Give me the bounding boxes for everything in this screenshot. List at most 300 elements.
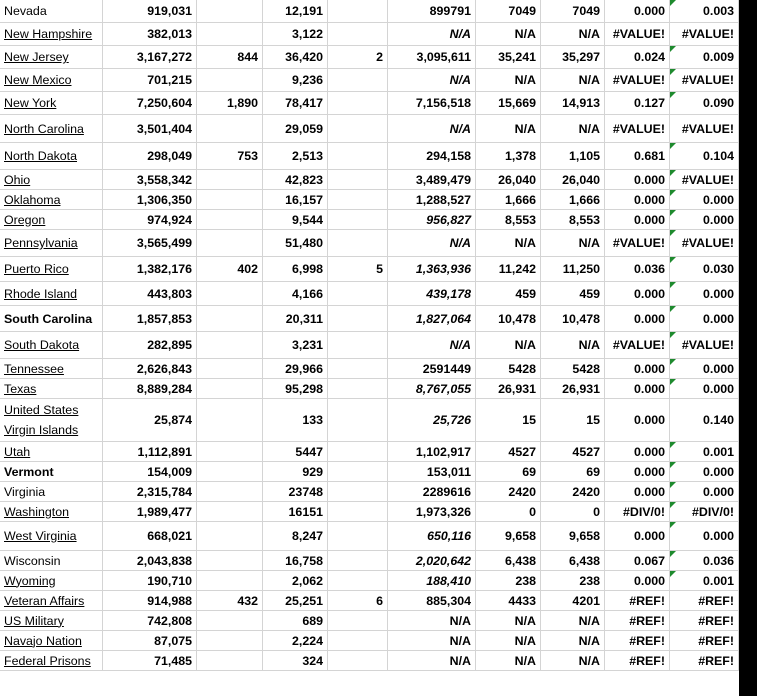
cell-c2[interactable] bbox=[197, 399, 263, 441]
cell-c1[interactable]: 668,021 bbox=[103, 522, 197, 550]
cell-c6[interactable]: N/A bbox=[476, 115, 541, 142]
row-name-cell[interactable]: South Carolina bbox=[0, 306, 103, 331]
cell-c1[interactable]: 1,382,176 bbox=[103, 257, 197, 281]
cell-c8[interactable]: #VALUE! bbox=[605, 69, 670, 91]
table-row bbox=[0, 482, 739, 502]
cell-c8[interactable]: #VALUE! bbox=[605, 230, 670, 256]
cell-c8[interactable]: 0.000 bbox=[605, 522, 670, 550]
cell-c6[interactable]: 35,241 bbox=[476, 46, 541, 68]
cell-c2[interactable] bbox=[197, 282, 263, 305]
cell-c1[interactable]: 154,009 bbox=[103, 462, 197, 481]
cell-c4[interactable] bbox=[328, 399, 388, 441]
cell-c2[interactable] bbox=[197, 359, 263, 378]
row-name-cell[interactable]: Navajo Nation bbox=[0, 631, 103, 650]
cell-c9[interactable]: 0.000 bbox=[670, 359, 739, 378]
table-row bbox=[0, 306, 739, 332]
cell-c7[interactable]: 11,250 bbox=[541, 257, 605, 281]
row-name-cell[interactable]: Oregon bbox=[0, 210, 103, 229]
row-name-cell[interactable]: New Hampshire bbox=[0, 23, 103, 45]
error-indicator-icon bbox=[670, 257, 676, 263]
cell-c1[interactable]: 190,710 bbox=[103, 571, 197, 590]
cell-c9[interactable]: 0.000 bbox=[670, 306, 739, 331]
cell-c3[interactable]: 12,191 bbox=[263, 0, 328, 22]
cell-c1[interactable]: 3,565,499 bbox=[103, 230, 197, 256]
cell-c8[interactable]: #DIV/0! bbox=[605, 502, 670, 521]
cell-c2[interactable] bbox=[197, 379, 263, 398]
cell-c9[interactable]: 0.009 bbox=[670, 46, 739, 68]
cell-c9[interactable]: 0.000 bbox=[670, 282, 739, 305]
cell-c7[interactable]: 35,297 bbox=[541, 46, 605, 68]
cell-c3[interactable]: 4,166 bbox=[263, 282, 328, 305]
row-name-cell[interactable]: Ohio bbox=[0, 170, 103, 189]
cell-c4[interactable] bbox=[328, 651, 388, 670]
cell-c7[interactable]: N/A bbox=[541, 332, 605, 358]
cell-c2[interactable]: 1,890 bbox=[197, 92, 263, 114]
cell-c6[interactable]: 10,478 bbox=[476, 306, 541, 331]
error-indicator-icon bbox=[670, 571, 676, 577]
table-row bbox=[0, 23, 739, 46]
cell-c2[interactable] bbox=[197, 115, 263, 142]
cell-c4[interactable] bbox=[328, 23, 388, 45]
cell-c2[interactable] bbox=[197, 230, 263, 256]
cell-c4[interactable] bbox=[328, 170, 388, 189]
cell-c3[interactable]: 9,236 bbox=[263, 69, 328, 91]
cell-c7[interactable]: 7049 bbox=[541, 0, 605, 22]
error-indicator-icon bbox=[670, 170, 676, 176]
cell-c3[interactable]: 3,231 bbox=[263, 332, 328, 358]
cell-c1[interactable]: 1,112,891 bbox=[103, 442, 197, 461]
cell-c9[interactable]: 0.104 bbox=[670, 143, 739, 169]
cell-c4[interactable] bbox=[328, 502, 388, 521]
cell-c6[interactable]: N/A bbox=[476, 69, 541, 91]
cell-c9[interactable]: #VALUE! bbox=[670, 332, 739, 358]
cell-c6[interactable]: 459 bbox=[476, 282, 541, 305]
cell-c8[interactable]: #VALUE! bbox=[605, 332, 670, 358]
cell-c4[interactable] bbox=[328, 332, 388, 358]
cell-c6[interactable]: 8,553 bbox=[476, 210, 541, 229]
row-name-cell[interactable]: New Jersey bbox=[0, 46, 103, 68]
cell-c2[interactable] bbox=[197, 462, 263, 481]
cell-c6[interactable]: 5428 bbox=[476, 359, 541, 378]
cell-c4[interactable] bbox=[328, 143, 388, 169]
cell-c7[interactable]: 9,658 bbox=[541, 522, 605, 550]
cell-c3[interactable]: 133 bbox=[263, 399, 328, 441]
cell-c1[interactable]: 2,315,784 bbox=[103, 482, 197, 501]
cell-c3[interactable]: 29,059 bbox=[263, 115, 328, 142]
cell-c8[interactable]: 0.000 bbox=[605, 0, 670, 22]
cell-c5[interactable]: 899791 bbox=[388, 0, 476, 22]
cell-c9[interactable]: 0.001 bbox=[670, 442, 739, 461]
cell-c4[interactable]: 2 bbox=[328, 46, 388, 68]
cell-c9[interactable]: 0.000 bbox=[670, 482, 739, 501]
cell-c5[interactable]: 1,973,326 bbox=[388, 502, 476, 521]
cell-c1[interactable]: 282,895 bbox=[103, 332, 197, 358]
cell-c1[interactable]: 1,989,477 bbox=[103, 502, 197, 521]
cell-c6[interactable]: N/A bbox=[476, 23, 541, 45]
cell-c3[interactable]: 16,758 bbox=[263, 551, 328, 570]
cell-c7[interactable]: N/A bbox=[541, 611, 605, 630]
cell-c5[interactable]: 3,095,611 bbox=[388, 46, 476, 68]
cell-c2[interactable]: 432 bbox=[197, 591, 263, 610]
row-name-cell[interactable]: New Mexico bbox=[0, 69, 103, 91]
cell-c3[interactable]: 36,420 bbox=[263, 46, 328, 68]
cell-c5[interactable]: 1,288,527 bbox=[388, 190, 476, 209]
table-row bbox=[0, 442, 739, 462]
row-name-cell[interactable]: Wisconsin bbox=[0, 551, 103, 570]
cell-c6[interactable]: N/A bbox=[476, 611, 541, 630]
cell-c2[interactable] bbox=[197, 332, 263, 358]
cell-c2[interactable] bbox=[197, 522, 263, 550]
cell-c4[interactable] bbox=[328, 611, 388, 630]
row-name-cell[interactable]: Federal Prisons bbox=[0, 651, 103, 670]
row-name-cell[interactable]: Puerto Rico bbox=[0, 257, 103, 281]
cell-c9[interactable]: 0.000 bbox=[670, 190, 739, 209]
cell-c4[interactable] bbox=[328, 631, 388, 650]
cell-c7[interactable]: 4201 bbox=[541, 591, 605, 610]
cell-c7[interactable]: 6,438 bbox=[541, 551, 605, 570]
cell-c5[interactable]: N/A bbox=[388, 23, 476, 45]
row-name-cell[interactable]: Tennessee bbox=[0, 359, 103, 378]
cell-c5[interactable]: 439,178 bbox=[388, 282, 476, 305]
cell-c6[interactable]: 26,931 bbox=[476, 379, 541, 398]
cell-c4[interactable] bbox=[328, 306, 388, 331]
cell-c4[interactable] bbox=[328, 379, 388, 398]
cell-c8[interactable]: 0.000 bbox=[605, 482, 670, 501]
cell-c8[interactable]: #REF! bbox=[605, 631, 670, 650]
cell-c6[interactable]: 1,378 bbox=[476, 143, 541, 169]
cell-c7[interactable]: 69 bbox=[541, 462, 605, 481]
cell-c8[interactable]: 0.067 bbox=[605, 551, 670, 570]
cell-c5[interactable]: 188,410 bbox=[388, 571, 476, 590]
row-name-cell[interactable]: Virginia bbox=[0, 482, 103, 501]
row-name-cell[interactable]: Oklahoma bbox=[0, 190, 103, 209]
cell-c6[interactable]: 0 bbox=[476, 502, 541, 521]
cell-c2[interactable] bbox=[197, 23, 263, 45]
cell-c3[interactable]: 324 bbox=[263, 651, 328, 670]
cell-c6[interactable]: 4433 bbox=[476, 591, 541, 610]
cell-c1[interactable]: 3,167,272 bbox=[103, 46, 197, 68]
cell-c4[interactable] bbox=[328, 69, 388, 91]
cell-c7[interactable]: N/A bbox=[541, 69, 605, 91]
cell-c6[interactable]: 69 bbox=[476, 462, 541, 481]
row-name-cell[interactable]: Nevada bbox=[0, 0, 103, 22]
cell-c6[interactable]: 238 bbox=[476, 571, 541, 590]
error-indicator-icon bbox=[670, 442, 676, 448]
cell-c3[interactable]: 9,544 bbox=[263, 210, 328, 229]
cell-c3[interactable]: 929 bbox=[263, 462, 328, 481]
cell-c1[interactable]: 742,808 bbox=[103, 611, 197, 630]
cell-c2[interactable]: 844 bbox=[197, 46, 263, 68]
cell-c4[interactable] bbox=[328, 230, 388, 256]
cell-c1[interactable]: 919,031 bbox=[103, 0, 197, 22]
row-name-cell[interactable]: Utah bbox=[0, 442, 103, 461]
cell-c5[interactable]: 25,726 bbox=[388, 399, 476, 441]
cell-c9[interactable]: #VALUE! bbox=[670, 115, 739, 142]
cell-c7[interactable]: 238 bbox=[541, 571, 605, 590]
cell-c5[interactable]: N/A bbox=[388, 651, 476, 670]
row-name-cell[interactable]: United States Virgin Islands bbox=[0, 399, 103, 441]
cell-c4[interactable] bbox=[328, 115, 388, 142]
cell-c5[interactable]: 7,156,518 bbox=[388, 92, 476, 114]
cell-c1[interactable]: 443,803 bbox=[103, 282, 197, 305]
cell-c5[interactable]: 2591449 bbox=[388, 359, 476, 378]
cell-c2[interactable] bbox=[197, 551, 263, 570]
cell-c3[interactable]: 20,311 bbox=[263, 306, 328, 331]
cell-c7[interactable]: N/A bbox=[541, 651, 605, 670]
cell-c1[interactable]: 3,558,342 bbox=[103, 170, 197, 189]
cell-c3[interactable]: 29,966 bbox=[263, 359, 328, 378]
cell-c3[interactable]: 3,122 bbox=[263, 23, 328, 45]
cell-c6[interactable]: N/A bbox=[476, 651, 541, 670]
cell-c7[interactable]: 10,478 bbox=[541, 306, 605, 331]
cell-c8[interactable]: 0.000 bbox=[605, 170, 670, 189]
cell-c3[interactable]: 16,157 bbox=[263, 190, 328, 209]
cell-c1[interactable]: 914,988 bbox=[103, 591, 197, 610]
cell-c9[interactable]: #REF! bbox=[670, 631, 739, 650]
cell-c7[interactable]: N/A bbox=[541, 230, 605, 256]
row-name-cell[interactable]: West Virginia bbox=[0, 522, 103, 550]
cell-c5[interactable]: 3,489,479 bbox=[388, 170, 476, 189]
cell-c9[interactable]: 0.030 bbox=[670, 257, 739, 281]
cell-c7[interactable]: 26,931 bbox=[541, 379, 605, 398]
cell-c4[interactable] bbox=[328, 571, 388, 590]
row-name-cell[interactable]: Veteran Affairs bbox=[0, 591, 103, 610]
cell-c9[interactable]: 0.000 bbox=[670, 462, 739, 481]
cell-c2[interactable]: 402 bbox=[197, 257, 263, 281]
cell-c3[interactable]: 78,417 bbox=[263, 92, 328, 114]
cell-c5[interactable]: 1,363,936 bbox=[388, 257, 476, 281]
cell-c1[interactable]: 298,049 bbox=[103, 143, 197, 169]
cell-c4[interactable] bbox=[328, 522, 388, 550]
cell-c6[interactable]: 7049 bbox=[476, 0, 541, 22]
cell-c5[interactable]: N/A bbox=[388, 611, 476, 630]
cell-c9[interactable]: 0.090 bbox=[670, 92, 739, 114]
cell-c6[interactable]: 15 bbox=[476, 399, 541, 441]
cell-c5[interactable]: N/A bbox=[388, 631, 476, 650]
cell-c7[interactable]: 5428 bbox=[541, 359, 605, 378]
cell-c8[interactable]: 0.000 bbox=[605, 462, 670, 481]
cell-c8[interactable]: 0.000 bbox=[605, 190, 670, 209]
cell-c8[interactable]: 0.000 bbox=[605, 282, 670, 305]
cell-c7[interactable]: N/A bbox=[541, 115, 605, 142]
cell-c7[interactable]: 459 bbox=[541, 282, 605, 305]
cell-c9[interactable]: 0.036 bbox=[670, 551, 739, 570]
cell-c6[interactable]: 15,669 bbox=[476, 92, 541, 114]
cell-c9[interactable]: #VALUE! bbox=[670, 23, 739, 45]
cell-c2[interactable] bbox=[197, 571, 263, 590]
cell-c6[interactable]: 26,040 bbox=[476, 170, 541, 189]
cell-c3[interactable]: 2,224 bbox=[263, 631, 328, 650]
row-name-cell[interactable]: US Military bbox=[0, 611, 103, 630]
cell-c8[interactable]: 0.000 bbox=[605, 571, 670, 590]
cell-c7[interactable]: 14,913 bbox=[541, 92, 605, 114]
cell-c8[interactable]: 0.000 bbox=[605, 379, 670, 398]
cell-c2[interactable] bbox=[197, 631, 263, 650]
cell-c2[interactable] bbox=[197, 651, 263, 670]
row-name-cell[interactable]: Rhode Island bbox=[0, 282, 103, 305]
cell-c5[interactable]: 2,020,642 bbox=[388, 551, 476, 570]
cell-c9[interactable]: 0.001 bbox=[670, 571, 739, 590]
cell-c2[interactable] bbox=[197, 306, 263, 331]
cell-c3[interactable]: 689 bbox=[263, 611, 328, 630]
cell-c7[interactable]: N/A bbox=[541, 23, 605, 45]
cell-c1[interactable]: 8,889,284 bbox=[103, 379, 197, 398]
cell-c9[interactable]: #VALUE! bbox=[670, 230, 739, 256]
row-name-cell[interactable]: Washington bbox=[0, 502, 103, 521]
cell-c2[interactable] bbox=[197, 170, 263, 189]
cell-c2[interactable] bbox=[197, 0, 263, 22]
cell-c2[interactable] bbox=[197, 502, 263, 521]
cell-c9[interactable]: 0.000 bbox=[670, 379, 739, 398]
cell-c2[interactable] bbox=[197, 190, 263, 209]
cell-c9[interactable]: 0.000 bbox=[670, 210, 739, 229]
cell-c4[interactable] bbox=[328, 462, 388, 481]
cell-c3[interactable]: 95,298 bbox=[263, 379, 328, 398]
cell-c1[interactable]: 3,501,404 bbox=[103, 115, 197, 142]
cell-c8[interactable]: 0.000 bbox=[605, 306, 670, 331]
table-row bbox=[0, 462, 739, 482]
cell-c6[interactable]: 9,658 bbox=[476, 522, 541, 550]
cell-c8[interactable]: #REF! bbox=[605, 651, 670, 670]
cell-c5[interactable]: N/A bbox=[388, 69, 476, 91]
cell-c5[interactable]: 885,304 bbox=[388, 591, 476, 610]
cell-c5[interactable]: 1,102,917 bbox=[388, 442, 476, 461]
cell-c9[interactable]: 0.140 bbox=[670, 399, 739, 441]
cell-c5[interactable]: 294,158 bbox=[388, 143, 476, 169]
cell-c7[interactable]: 15 bbox=[541, 399, 605, 441]
cell-c8[interactable]: 0.681 bbox=[605, 143, 670, 169]
cell-c4[interactable] bbox=[328, 551, 388, 570]
cell-c1[interactable]: 1,306,350 bbox=[103, 190, 197, 209]
cell-c3[interactable]: 25,251 bbox=[263, 591, 328, 610]
cell-c9[interactable]: #DIV/0! bbox=[670, 502, 739, 521]
cell-c6[interactable]: N/A bbox=[476, 332, 541, 358]
cell-c5[interactable]: 2289616 bbox=[388, 482, 476, 501]
cell-c1[interactable]: 1,857,853 bbox=[103, 306, 197, 331]
row-name-cell[interactable]: Vermont bbox=[0, 462, 103, 481]
cell-c1[interactable]: 71,485 bbox=[103, 651, 197, 670]
cell-c1[interactable]: 2,626,843 bbox=[103, 359, 197, 378]
row-name-cell[interactable]: Texas bbox=[0, 379, 103, 398]
cell-c3[interactable]: 51,480 bbox=[263, 230, 328, 256]
cell-c9[interactable]: #VALUE! bbox=[670, 170, 739, 189]
cell-c9[interactable]: 0.000 bbox=[670, 522, 739, 550]
cell-c4[interactable] bbox=[328, 282, 388, 305]
cell-c5[interactable]: 956,827 bbox=[388, 210, 476, 229]
cell-c5[interactable]: 1,827,064 bbox=[388, 306, 476, 331]
cell-c7[interactable]: 2420 bbox=[541, 482, 605, 501]
cell-c4[interactable] bbox=[328, 92, 388, 114]
cell-c2[interactable] bbox=[197, 442, 263, 461]
cell-c4[interactable] bbox=[328, 190, 388, 209]
cell-c5[interactable]: N/A bbox=[388, 332, 476, 358]
cell-c8[interactable]: 0.024 bbox=[605, 46, 670, 68]
cell-c5[interactable]: 8,767,055 bbox=[388, 379, 476, 398]
cell-c2[interactable] bbox=[197, 210, 263, 229]
cell-c8[interactable]: 0.036 bbox=[605, 257, 670, 281]
cell-c3[interactable]: 6,998 bbox=[263, 257, 328, 281]
cell-c3[interactable]: 16151 bbox=[263, 502, 328, 521]
cell-c5[interactable]: N/A bbox=[388, 230, 476, 256]
cell-c2[interactable] bbox=[197, 611, 263, 630]
cell-c9[interactable]: #VALUE! bbox=[670, 69, 739, 91]
cell-c7[interactable]: 1,666 bbox=[541, 190, 605, 209]
cell-c2[interactable] bbox=[197, 69, 263, 91]
cell-c6[interactable]: 2420 bbox=[476, 482, 541, 501]
cell-c3[interactable]: 2,513 bbox=[263, 143, 328, 169]
cell-c5[interactable]: 153,011 bbox=[388, 462, 476, 481]
cell-c8[interactable]: 0.000 bbox=[605, 399, 670, 441]
cell-c8[interactable]: 0.000 bbox=[605, 442, 670, 461]
cell-c1[interactable]: 25,874 bbox=[103, 399, 197, 441]
cell-c7[interactable]: 26,040 bbox=[541, 170, 605, 189]
cell-c4[interactable] bbox=[328, 442, 388, 461]
cell-c7[interactable]: 4527 bbox=[541, 442, 605, 461]
row-name-cell[interactable]: South Dakota bbox=[0, 332, 103, 358]
cell-c1[interactable]: 701,215 bbox=[103, 69, 197, 91]
cell-c5[interactable]: 650,116 bbox=[388, 522, 476, 550]
cell-c7[interactable]: 1,105 bbox=[541, 143, 605, 169]
cell-c1[interactable]: 382,013 bbox=[103, 23, 197, 45]
cell-c4[interactable] bbox=[328, 0, 388, 22]
cell-c7[interactable]: N/A bbox=[541, 631, 605, 650]
cell-c2[interactable]: 753 bbox=[197, 143, 263, 169]
cell-c8[interactable]: #REF! bbox=[605, 591, 670, 610]
cell-c4[interactable] bbox=[328, 210, 388, 229]
cell-c8[interactable]: 0.127 bbox=[605, 92, 670, 114]
cell-c8[interactable]: #VALUE! bbox=[605, 115, 670, 142]
cell-c8[interactable]: #REF! bbox=[605, 611, 670, 630]
cell-c4[interactable]: 6 bbox=[328, 591, 388, 610]
cell-c3[interactable]: 23748 bbox=[263, 482, 328, 501]
cell-c1[interactable]: 974,924 bbox=[103, 210, 197, 229]
cell-c8[interactable]: #VALUE! bbox=[605, 23, 670, 45]
cell-c3[interactable]: 5447 bbox=[263, 442, 328, 461]
cell-c1[interactable]: 7,250,604 bbox=[103, 92, 197, 114]
cell-c4[interactable] bbox=[328, 482, 388, 501]
cell-c6[interactable]: 4527 bbox=[476, 442, 541, 461]
cell-c3[interactable]: 2,062 bbox=[263, 571, 328, 590]
cell-c8[interactable]: 0.000 bbox=[605, 210, 670, 229]
cell-c9[interactable]: #REF! bbox=[670, 651, 739, 670]
cell-c1[interactable]: 87,075 bbox=[103, 631, 197, 650]
cell-c4[interactable] bbox=[328, 359, 388, 378]
row-name-cell[interactable]: North Dakota bbox=[0, 143, 103, 169]
cell-c1[interactable]: 2,043,838 bbox=[103, 551, 197, 570]
table-row bbox=[0, 170, 739, 190]
cell-c6[interactable]: 11,242 bbox=[476, 257, 541, 281]
cell-c6[interactable]: N/A bbox=[476, 230, 541, 256]
cell-c9[interactable]: 0.003 bbox=[670, 0, 739, 22]
row-name-cell[interactable]: North Carolina bbox=[0, 115, 103, 142]
cell-c9[interactable]: #REF! bbox=[670, 591, 739, 610]
cell-c8[interactable]: 0.000 bbox=[605, 359, 670, 378]
cell-c4[interactable]: 5 bbox=[328, 257, 388, 281]
row-name-cell[interactable]: Wyoming bbox=[0, 571, 103, 590]
cell-c3[interactable]: 42,823 bbox=[263, 170, 328, 189]
cell-c6[interactable]: 1,666 bbox=[476, 190, 541, 209]
cell-c7[interactable]: 0 bbox=[541, 502, 605, 521]
cell-c5[interactable]: N/A bbox=[388, 115, 476, 142]
row-name-cell[interactable]: New York bbox=[0, 92, 103, 114]
cell-c6[interactable]: N/A bbox=[476, 631, 541, 650]
cell-c9[interactable]: #REF! bbox=[670, 611, 739, 630]
cell-c7[interactable]: 8,553 bbox=[541, 210, 605, 229]
cell-c6[interactable]: 6,438 bbox=[476, 551, 541, 570]
cell-c2[interactable] bbox=[197, 482, 263, 501]
row-name-cell[interactable]: Pennsylvania bbox=[0, 230, 103, 256]
cell-c3[interactable]: 8,247 bbox=[263, 522, 328, 550]
